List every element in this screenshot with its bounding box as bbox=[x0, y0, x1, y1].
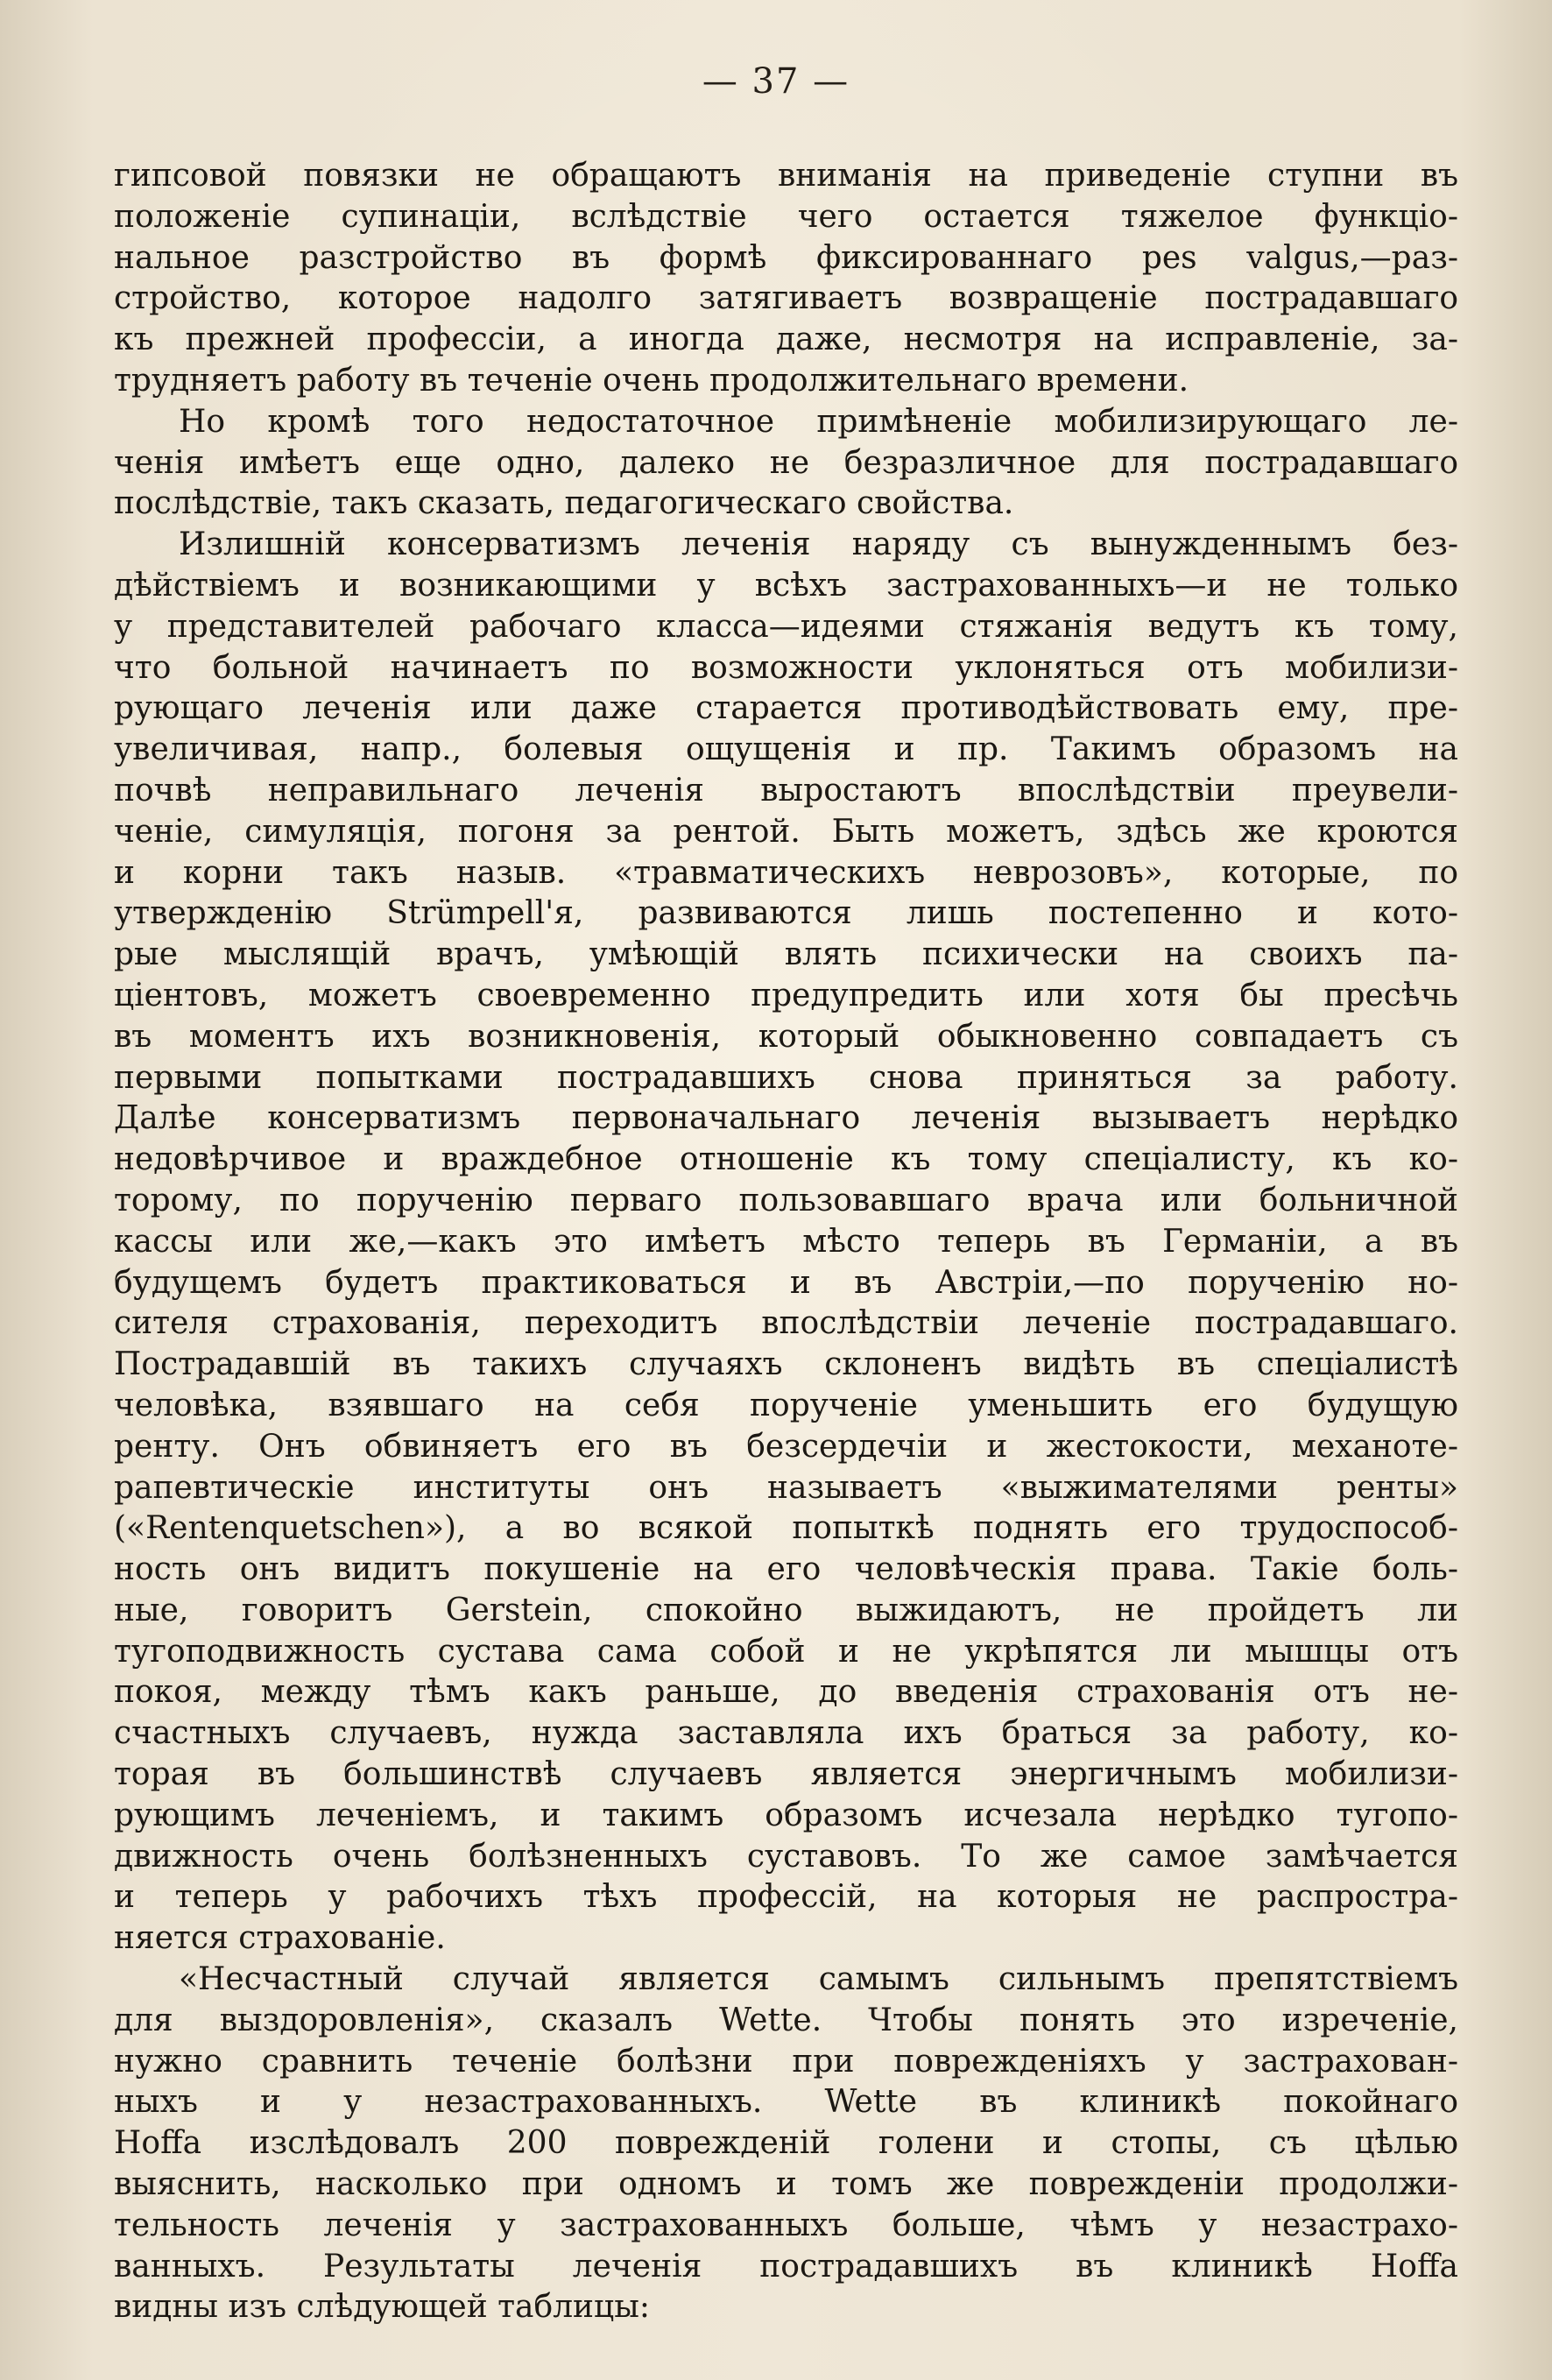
text-line: ные, говоритъ Gerstein, спокойно выжидаютъ, не пройдетъ ли bbox=[114, 1592, 1458, 1628]
text-line: Пострадавшій въ такихъ случаяхъ склоненъ видѣть въ спеціалистѣ bbox=[114, 1346, 1458, 1383]
text-line: торая въ большинствѣ случаевъ является энергичнымъ мобилизи- bbox=[114, 1756, 1458, 1793]
text-line: въ моментъ ихъ возникновенія, который обыкновенно совпадаетъ съ bbox=[114, 1018, 1458, 1055]
text-line: ность онъ видитъ покушеніе на его человѣческія права. Такіе боль- bbox=[114, 1551, 1458, 1588]
text-line: у представителей рабочаго класса—идеями стяжанія ведутъ къ тому, bbox=[114, 608, 1458, 645]
text-line: ренту. Онъ обвиняетъ его въ безсердечіи и жестокости, механоте- bbox=[114, 1428, 1458, 1465]
text-line: ціентовъ, можетъ своевременно предупредить или хотя бы пресѣчь bbox=[114, 977, 1458, 1013]
text-line: стройство, которое надолго затягиваетъ возвращеніе пострадавшаго bbox=[114, 280, 1458, 317]
body-text bbox=[114, 156, 1458, 2328]
text-line: будущемъ будетъ практиковаться и въ Австріи,—по порученію но- bbox=[114, 1264, 1458, 1301]
text-line: дѣйствіемъ и возникающими у всѣхъ застрахованныхъ—и не только bbox=[114, 567, 1458, 604]
text-line: и теперь у рабочихъ тѣхъ профессій, на которыя не распростра- bbox=[114, 1879, 1458, 1916]
text-line: положеніе супинаціи, вслѣдствіе чего остается тяжелое функціо- bbox=[114, 198, 1458, 235]
text-line: и корни такъ назыв. «травматическихъ неврозовъ», которые, по bbox=[114, 854, 1458, 891]
text-line: недовѣрчивое и враждебное отношеніе къ тому спеціалисту, къ ко- bbox=[114, 1141, 1458, 1178]
text-line: рые мыслящій врачъ, умѣющій влять психически на своихъ па- bbox=[114, 936, 1458, 973]
text-line: нальное разстройство въ формѣ фиксированнаго pes valgus,—раз- bbox=[114, 239, 1458, 276]
text-line: движность очень болѣзненныхъ суставовъ. То же самое замѣчается bbox=[114, 1838, 1458, 1875]
text-line: видны изъ слѣдующей таблицы: bbox=[114, 2289, 650, 2326]
text-line: Далѣе консерватизмъ первоначальнаго леченія вызываетъ нерѣдко bbox=[114, 1100, 1458, 1137]
text-line: выяснить, насколько при одномъ и томъ же поврежденіи продолжи- bbox=[114, 2166, 1458, 2203]
text-line: нужно сравнить теченіе болѣзни при поврежденіяхъ у застрахован- bbox=[114, 2043, 1458, 2080]
text-line: сителя страхованія, переходитъ впослѣдствіи леченіе пострадавшаго. bbox=[114, 1305, 1458, 1342]
text-line: утвержденію Strümpell'я, развиваются лишь постепенно и кото- bbox=[114, 895, 1458, 932]
text-line: первыми попытками пострадавшихъ снова приняться за работу. bbox=[114, 1059, 1458, 1096]
text-line: трудняетъ работу въ теченіе очень продолжительнаго времени. bbox=[114, 362, 1189, 399]
text-line: Но кромѣ того недостаточное примѣненіе мобилизирующаго ле- bbox=[179, 403, 1458, 440]
text-line: Излишній консерватизмъ леченія наряду съ вынужденнымъ без- bbox=[179, 526, 1458, 563]
text-line: тельность леченія у застрахованныхъ больше, чѣмъ у незастрахо- bbox=[114, 2207, 1458, 2243]
text-line: гипсовой повязки не обращаютъ вниманія на приведеніе ступни въ bbox=[114, 158, 1458, 194]
text-line: («Rentenquetschen»), а во всякой попыткѣ поднять его трудоспособ- bbox=[114, 1510, 1458, 1547]
text-line: для выздоровленія», сказалъ Wette. Чтобы понять это изреченіе, bbox=[114, 2002, 1458, 2038]
text-line: къ прежней профессіи, а иногда даже, несмотря на исправленіе, за- bbox=[114, 321, 1458, 358]
text-line: ченія имѣетъ еще одно, далеко не безразличное для пострадавшаго bbox=[114, 444, 1458, 481]
text-line: няется страхованіе. bbox=[114, 1920, 446, 1957]
text-line: тугоподвижность сустава сама собой и не укрѣпятся ли мышцы отъ bbox=[114, 1633, 1458, 1670]
text-line: увеличивая, напр., болевыя ощущенія и пр. Такимъ образомъ на bbox=[114, 731, 1458, 768]
text-line: кассы или же,—какъ это имѣетъ мѣсто теперь въ Германіи, а въ bbox=[114, 1223, 1458, 1260]
text-line: почвѣ неправильнаго леченія выростаютъ впослѣдствіи преувели- bbox=[114, 772, 1458, 809]
text-line: ченіе, симуляція, погоня за рентой. Быть можетъ, здѣсь же кроются bbox=[114, 813, 1458, 850]
page-number: — 37 — bbox=[702, 61, 850, 102]
text-line: рующимъ леченіемъ, и такимъ образомъ исчезала нерѣдко тугопо- bbox=[114, 1797, 1458, 1833]
text-line: послѣдствіе, такъ сказать, педагогическаго свойства. bbox=[114, 485, 1014, 522]
text-line: рующаго леченія или даже старается противодѣйствовать ему, пре- bbox=[114, 690, 1458, 727]
text-line: покоя, между тѣмъ какъ раньше, до введенія страхованія отъ не- bbox=[114, 1674, 1458, 1711]
text-line: торому, по порученію перваго пользовавшаго врача или больничной bbox=[114, 1182, 1458, 1218]
text-line: рапевтическіе институты онъ называетъ «выжимателями ренты» bbox=[114, 1469, 1458, 1506]
text-line: что больной начинаетъ по возможности уклоняться отъ мобилизи- bbox=[114, 649, 1458, 686]
text-line: Hoffa изслѣдовалъ 200 поврежденій голени и стопы, съ цѣлью bbox=[114, 2125, 1458, 2162]
text-line: ныхъ и у незастрахованныхъ. Wette въ клиникѣ покойнаго bbox=[114, 2084, 1458, 2121]
text-line: человѣка, взявшаго на себя порученіе уменьшить его будущую bbox=[114, 1387, 1458, 1423]
text-line: счастныхъ случаевъ, нужда заставляла ихъ браться за работу, ко- bbox=[114, 1715, 1458, 1752]
text-line: «Несчастный случай является самымъ сильнымъ препятствіемъ bbox=[179, 1961, 1458, 1998]
text-line: ванныхъ. Результаты леченія пострадавшихъ въ клиникѣ Hoffa bbox=[114, 2248, 1458, 2285]
